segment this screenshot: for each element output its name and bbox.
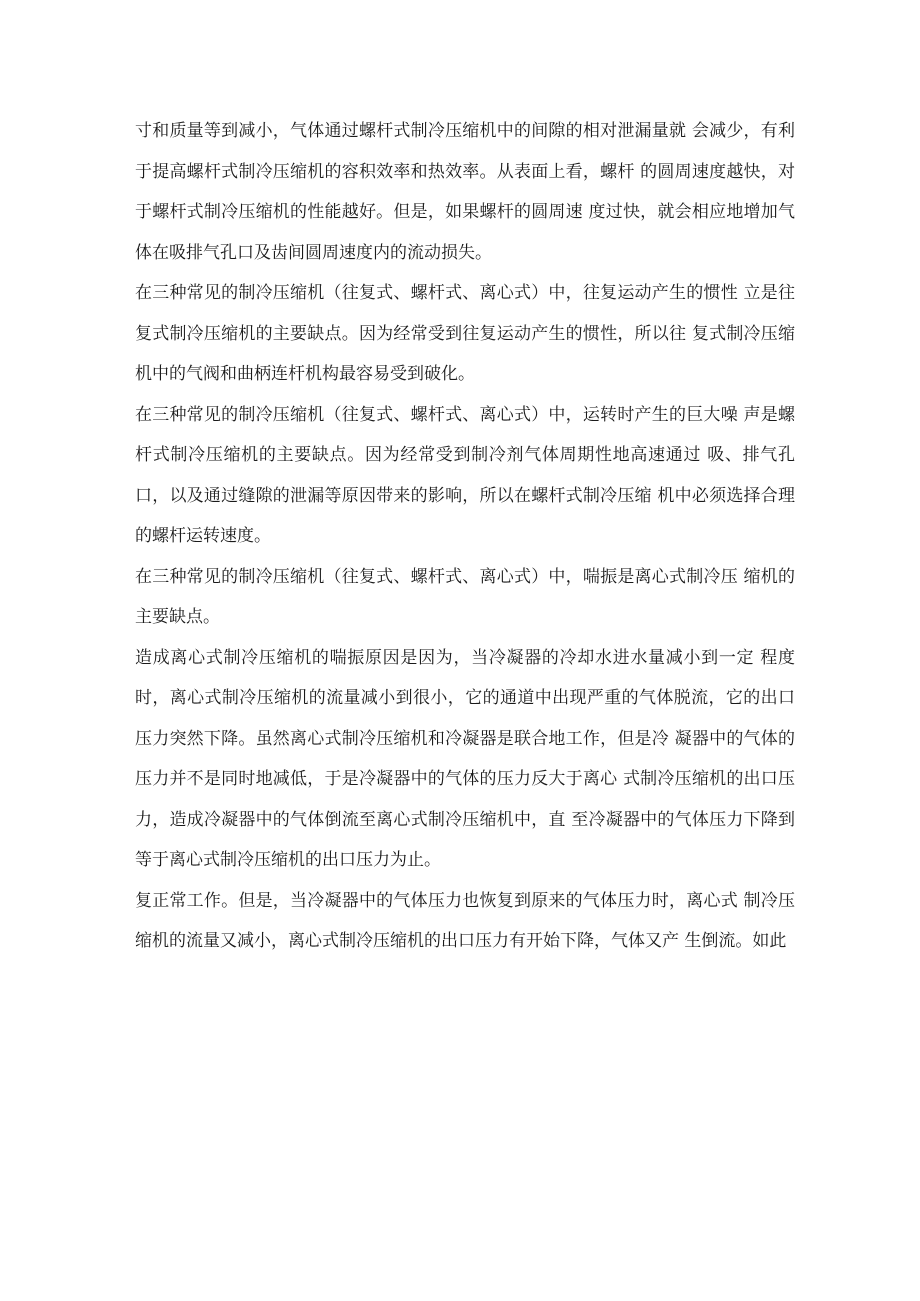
paragraph: 在三种常见的制冷压缩机（往复式、螺杆式、离心式）中，运转时产生的巨大噪 声是螺杆式制冷压缩机的主要缺点。因为经常受到制冷剂气体周期性地高速通过 吸、排气孔口，以及通过缝隙的泄漏等原因带来的影响，所以在螺杆式制冷压缩 机中必须选择合理的螺杆运转速度。 [135, 404, 795, 546]
paragraph: 在三种常见的制冷压缩机（往复式、螺杆式、离心式）中，喘振是离心式制冷压 缩机的主要缺点。 [135, 566, 795, 627]
paragraph: 复正常工作。但是，当冷凝器中的气体压力也恢复到原来的气体压力时，离心式 制冷压缩机的流量又减小，离心式制冷压缩机的出口压力有开始下降，气体又产 生倒流。如此 [135, 890, 795, 951]
paragraph: 在三种常见的制冷压缩机（往复式、螺杆式、离心式）中，往复运动产生的惯性 立是往复式制冷压缩机的主要缺点。因为经常受到往复运动产生的惯性，所以往 复式制冷压缩机中的气阀和曲柄连杆机构最容易受到破化。 [135, 283, 795, 384]
document-body [135, 111, 795, 962]
paragraph: 造成离心式制冷压缩机的喘振原因是因为，当冷凝器的冷却水进水量减小到一定 程度时，离心式制冷压缩机的流量减小到很小，它的通道中出现严重的气体脱流，它的出口压力突然下降。虽然离心式制冷压缩机和冷凝器是联合地工作，但是冷 凝器中的气体的压力并不是同时地减低，于是冷凝器中的气体的压力反大于离心 式制冷压缩机的出口压力，造成冷凝器中的气体倒流至离心式制冷压缩机中，直 至冷凝器中的气体压力下降到等于离心式制冷压缩机的出口压力为止。 [135, 647, 795, 870]
paragraph: 寸和质量等到减小，气体通过螺杆式制冷压缩机中的间隙的相对泄漏量就 会减少，有利于提高螺杆式制冷压缩机的容积效率和热效率。从表面上看，螺杆 的圆周速度越快，对于螺杆式制冷压缩机的性能越好。但是，如果螺杆的圆周速 度过快，就会相应地增加气体在吸排气孔口及齿间圆周速度内的流动损失。 [135, 121, 795, 263]
